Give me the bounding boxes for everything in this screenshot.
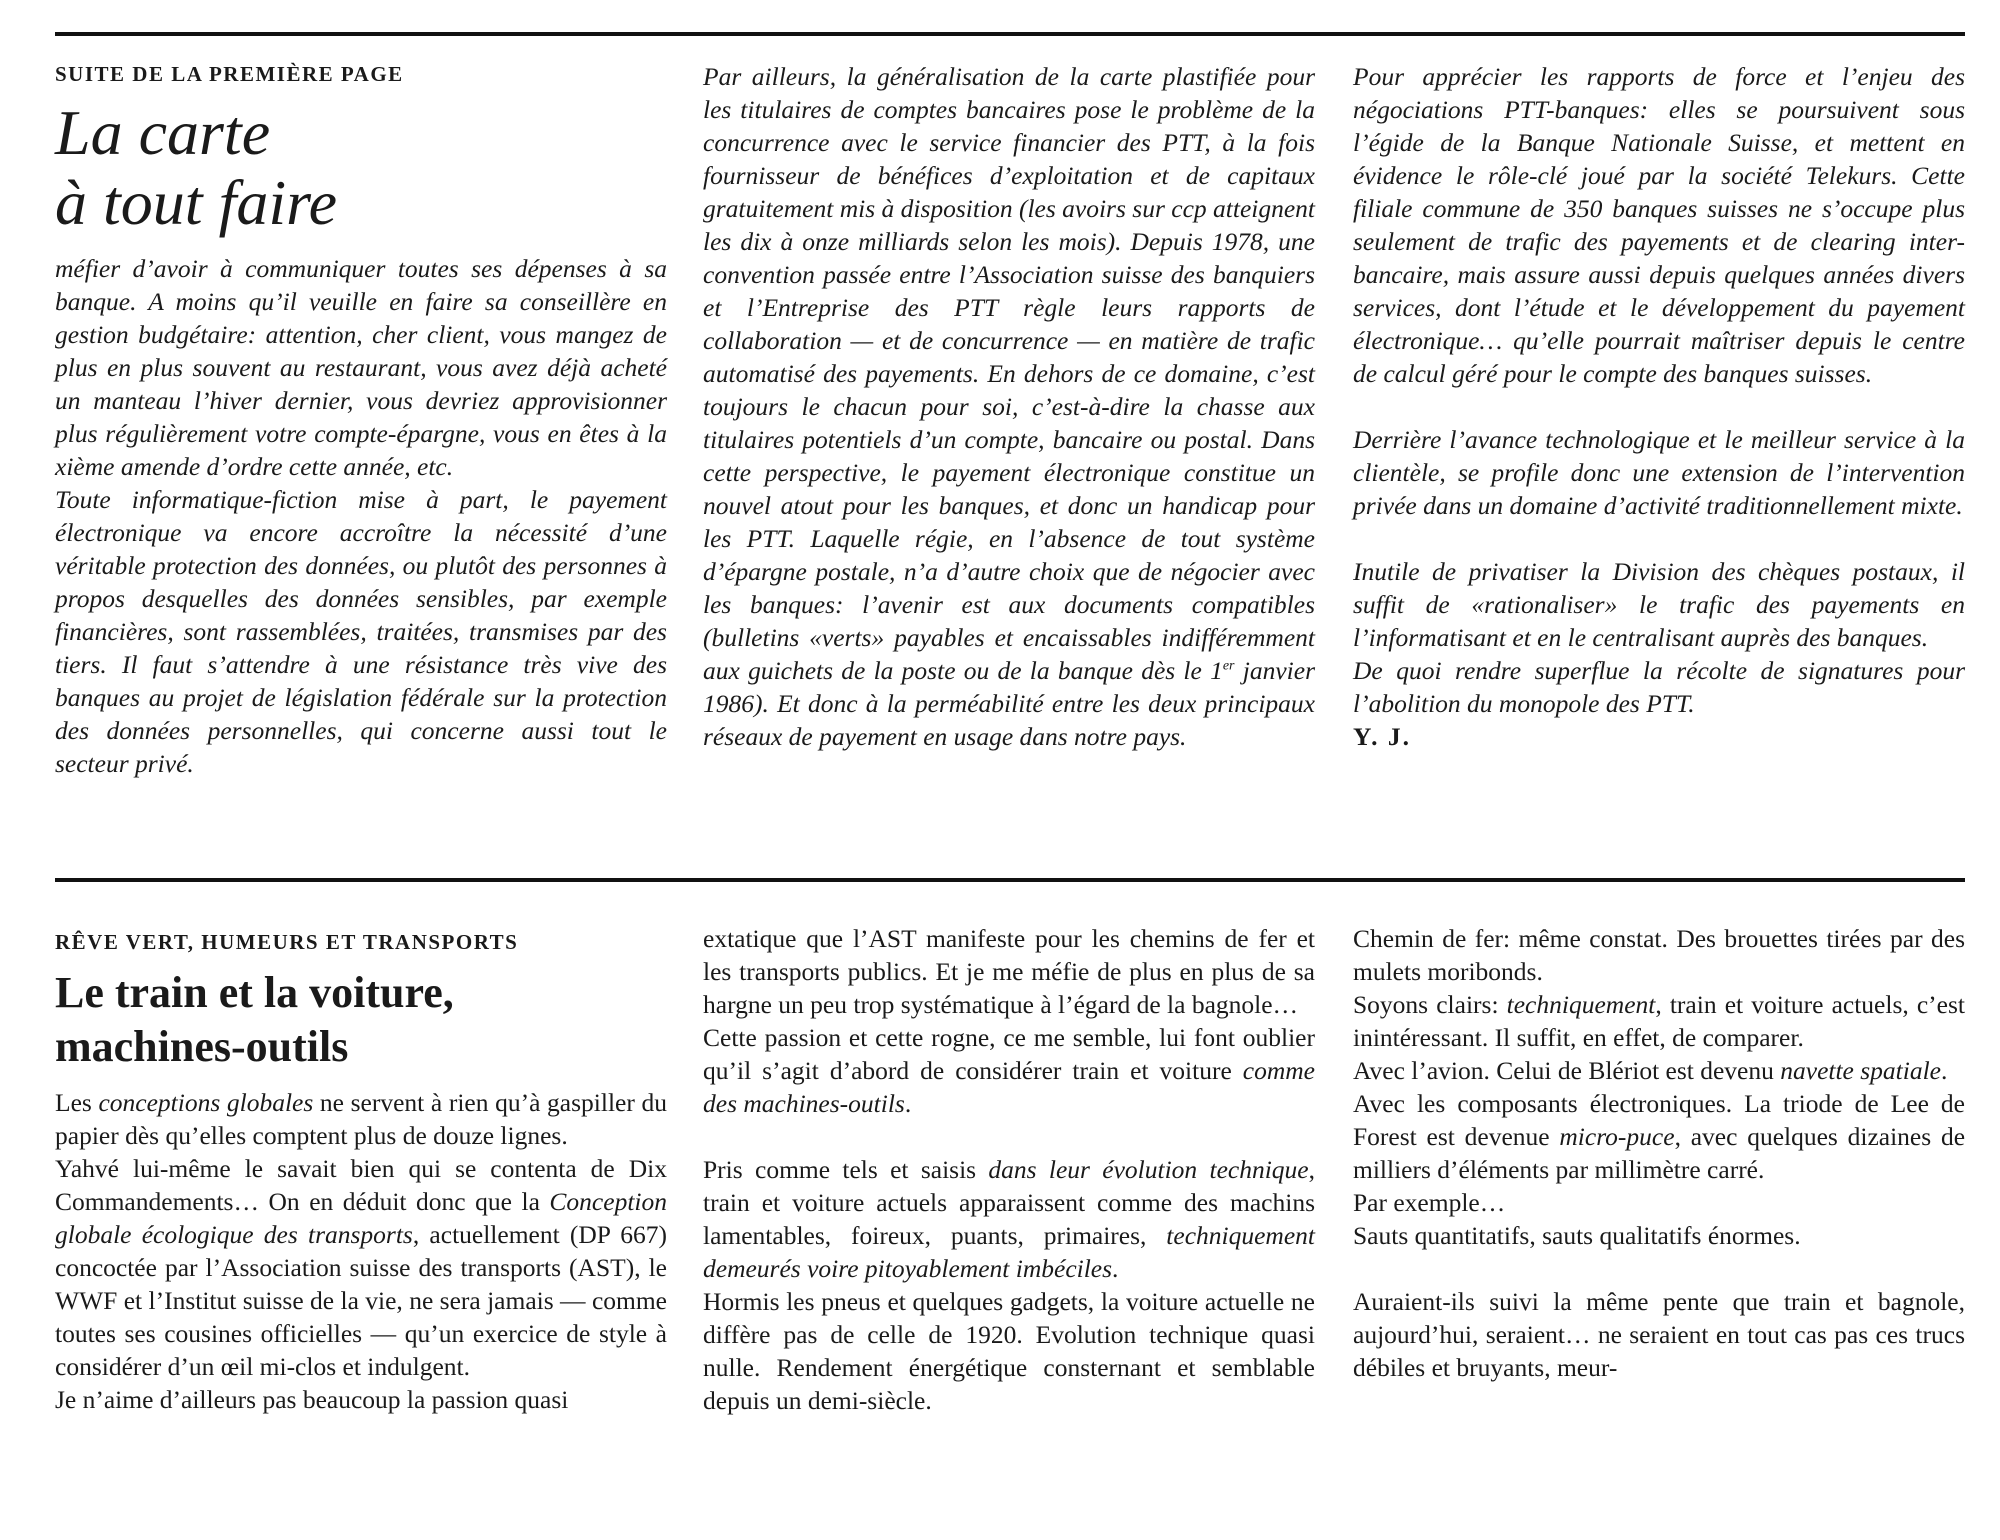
article1-kicker: SUITE DE LA PREMIÈRE PAGE bbox=[55, 62, 404, 86]
article2-col3-paragraph: Avec l’avion. Celui de Blériot est devenu navette spatiale. bbox=[1353, 1056, 1948, 1085]
article2-col2-paragraph: Hormis les pneus et quelques gadgets, la voiture actuelle ne diffère pas de celle de 1920. Evolution technique quasi nulle. Rendement énergétique consternant et semblable depuis un demi-siècle. bbox=[703, 1287, 1315, 1415]
article1-column-2 bbox=[703, 60, 1315, 753]
article1-col1-paragraph: Toute informatique-fiction mise à part, le payement électronique va encore accroître la nécessité d’une véritable protection des données, ou plutôt des personnes à propos desquelles des données sensibles, par exemple financières, sont rassemblées, traitées, transmises par des tiers. Il faut s’attendre à une résistance très vive des banques au projet de législation fédérale sur la protection des données personnelles, qui concerne aussi tout le secteur privé. bbox=[55, 485, 667, 778]
article2-col1-paragraph: Je n’aime d’ailleurs pas beaucoup la passion quasi bbox=[55, 1385, 569, 1414]
article2-col3-paragraph: Chemin de fer: même constat. Des brouettes tirées par des mulets moribonds. bbox=[1353, 924, 1965, 986]
article2-title-line2: machines-outils bbox=[55, 1022, 349, 1071]
article2-column-3 bbox=[1353, 922, 1965, 1384]
article2-col1-paragraph: Les conceptions globales ne servent à rien qu’à gaspiller du papier dès qu’elles comptent plus de douze lignes. bbox=[55, 1088, 667, 1150]
article2-title bbox=[55, 966, 667, 1074]
article2-column-1 bbox=[55, 928, 667, 1416]
article2-column-2 bbox=[703, 922, 1315, 1417]
article2-col3-paragraph: Avec les composants électroniques. La triode de Lee de Forest est devenue micro-puce, avec quelques dizaines de milliers d’éléments par millimètre carré. bbox=[1353, 1089, 1966, 1184]
article1-col1-paragraph: méfier d’avoir à communiquer toutes ses dépenses à sa banque. A moins qu’il veuille en faire sa conseillère en gestion budgétaire: attention, cher client, vous mangez de plus en plus souvent au restaurant, vous avez déjà acheté un manteau l’hiver dernier, vous devriez approvisionner plus régulièrement votre compte-épargne, vous en êtes à la xième amende d’ordre cette année, etc. bbox=[55, 254, 667, 481]
article1-title-line1: La carte bbox=[55, 97, 271, 168]
article2-kicker: RÊVE VERT, HUMEURS ET TRANSPORTS bbox=[55, 930, 519, 954]
article1-col3-paragraph: Derrière l’avance technologique et le meilleur service à la clientèle, se profile donc une extension de l’intervention privée dans un domaine d’activité traditionnellement mixte. bbox=[1353, 425, 1965, 520]
article1-column-3 bbox=[1353, 60, 1965, 753]
section-rule bbox=[55, 878, 1965, 882]
article2-col3-paragraph: Auraient-ils suivi la même pente que train et bagnole, aujourd’hui, seraient… ne seraient en tout cas pas ces trucs débiles et bruyants, meur- bbox=[1353, 1287, 1965, 1382]
article1-column-1 bbox=[55, 60, 667, 780]
article2-col2-paragraph: Pris comme tels et saisis dans leur évolution technique, train et voiture actuels apparaissent comme des machins lamentables, foireux, puants, primaires, techniquement demeurés voire pitoyablement imbéciles. bbox=[703, 1155, 1316, 1283]
article1-title-line2: à tout faire bbox=[55, 167, 338, 238]
article2-col3-paragraph: Sauts quantitatifs, sauts qualitatifs énormes. bbox=[1353, 1221, 1801, 1250]
article1-col3-paragraph: Inutile de privatiser la Division des chèques postaux, il suffit de «rationaliser» le trafic des payements en l’informatisant et en le centralisant auprès des banques. bbox=[1353, 557, 1965, 652]
article2-col1-paragraph: Yahvé lui-même le savait bien qui se contenta de Dix Commandements… On en déduit donc que la Conception globale écologique des transports, actuellement (DP 667) concoctée par l’Association suisse des transports (AST), le WWF et l’Institut suisse de la vie, ne sera jamais — comme toutes ses cousines officielles — qu’un exercice de style à considérer d’un œil mi-clos et indulgent. bbox=[55, 1154, 667, 1381]
article1-col3-paragraph: Pour apprécier les rapports de force et l’enjeu des négociations PTT-banques: elles se poursuivent sous l’égide de la Banque Nationale Suisse, et mettent en évidence le rôle-clé joué par la société Telekurs. Cette filiale commune de 350 banques suisses ne s’occupe plus seulement de trafic des payements et de clearing inter-bancaire, mais assure aussi depuis quelques années divers services, dont l’étude et le développement du payement électronique… qu’elle pourrait maîtriser depuis le centre de calcul géré pour le compte des banques suisses. bbox=[1353, 62, 1965, 388]
article2-title-line1: Le train et la voiture, bbox=[55, 968, 454, 1017]
article2-col2-paragraph: Cette passion et cette rogne, ce me semble, lui font oublier qu’il s’agit d’abord de considérer train et voiture comme des machines-outils. bbox=[703, 1023, 1315, 1118]
top-rule bbox=[55, 32, 1965, 36]
article1-col2-paragraph: Par ailleurs, la généralisation de la carte plastifiée pour les titulaires de comptes bancaires pose le problème de la concurrence avec le service financier des PTT, à la fois fournisseur de bénéfices d’exploitation et de capitaux gratuitement mis à disposition (les avoirs sur ccp atteignent les dix à onze milliards selon les mois). Depuis 1978, une convention passée entre l’Association suisse des banquiers et l’Entreprise des PTT règle leurs rapports de collaboration — et de concurrence — en matière de trafic automatisé des payements. En dehors de ce domaine, c’est toujours le chacun pour soi, c’est-à-dire la chasse aux titulaires potentiels d’un compte, bancaire ou postal. Dans cette perspective, le payement électronique constitue un nouvel atout pour les banques, et donc un handicap pour les PTT. Laquelle régie, en l’absence de tout système d’épargne postale, n’a d’autre choix que de négocier avec les banques: l’avenir est aux documents compatibles (bulletins «verts» payables et encaissables indifféremment aux guichets de la poste ou de la banque dès le 1er janvier 1986). Et donc à la perméabilité entre les deux principaux réseaux de payement en usage dans notre pays. bbox=[703, 62, 1315, 751]
article1-signature: Y. J. bbox=[1353, 722, 1411, 751]
article1-col3-paragraph: De quoi rendre superflue la récolte de signatures pour l’abolition du monopole des PTT. bbox=[1353, 656, 1965, 718]
article2-col3-paragraph: Soyons clairs: techniquement, train et voiture actuels, c’est inintéressant. Il suffit, en effet, de comparer. bbox=[1353, 990, 1965, 1052]
article2-col3-paragraph: Par exemple… bbox=[1353, 1188, 1506, 1217]
article2-col2-paragraph: extatique que l’AST manifeste pour les chemins de fer et les transports publics. Et je me méfie de plus en plus de sa hargne un peu trop systématique à l’égard de la bagnole… bbox=[703, 924, 1315, 1019]
article1-title bbox=[55, 98, 667, 238]
